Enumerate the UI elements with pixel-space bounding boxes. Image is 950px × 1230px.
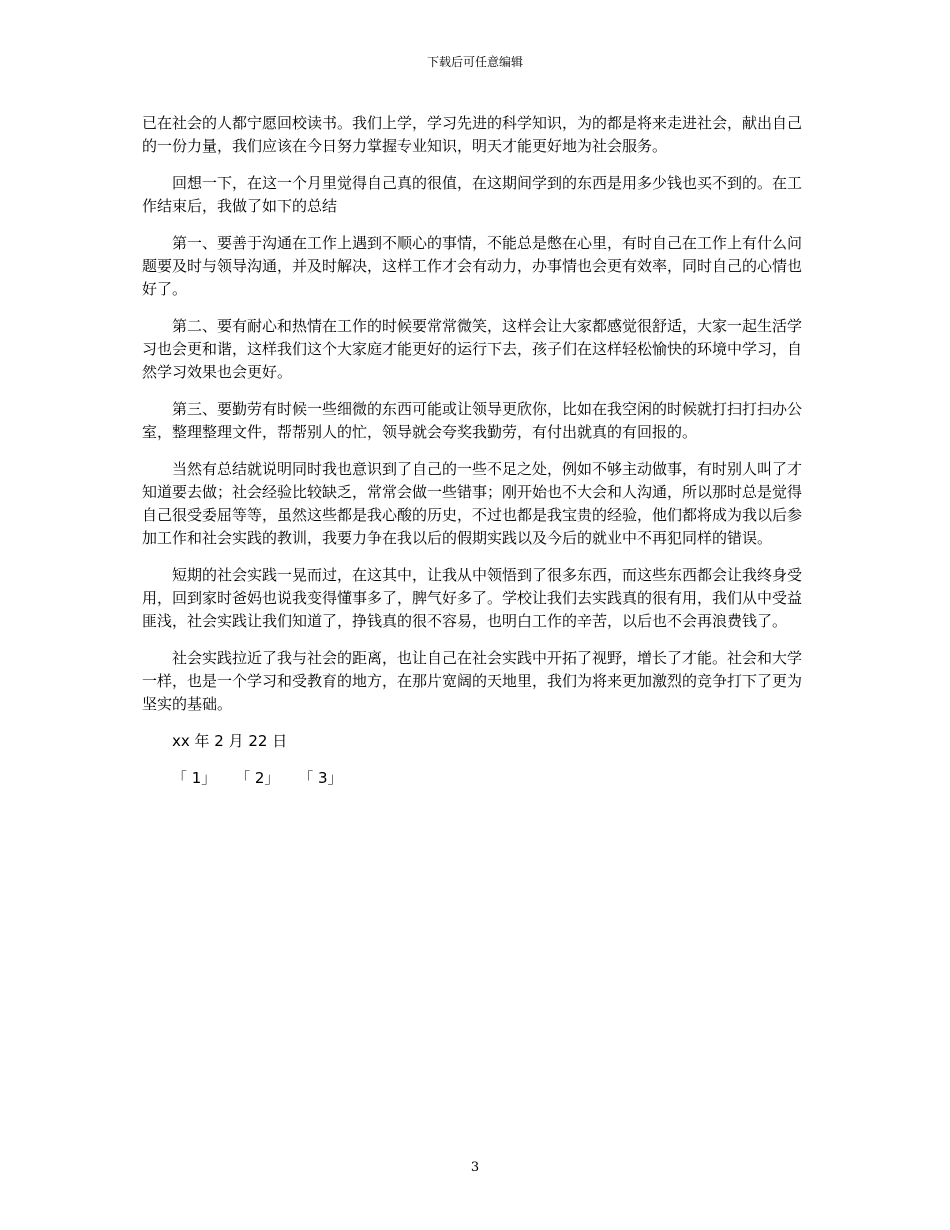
paragraph-reflection: 回想一下，在这一个月里觉得自己真的很值，在这期间学到的东西是用多少钱也买不到的。在工作结束后，我做了如下的总结: [142, 174, 803, 215]
page-link-2[interactable]: 「 2」: [235, 769, 280, 787]
page-header: 下载后可任意编辑: [426, 55, 523, 69]
pagination: [142, 767, 810, 790]
paragraph-conclusion: 社会实践拉近了我与社会的距离，也让自己在社会实践中开拓了视野，增长了才能。社会和大学一样，也是一个学习和受教育的地方，在那片宽阔的天地里，我们为将来更加激烈的竞争打下了更为坚实的基础。: [142, 649, 803, 713]
paragraph-continuation: 已在社会的人都宁愿回校读书。我们上学，学习先进的科学知识，为的都是将来走进社会，献出自己的一份力量，我们应该在今日努力掌握专业知识，明天才能更好地为社会服务。: [142, 114, 803, 155]
paragraph-point-three: 第三、要勤劳有时候一些细微的东西可能或让领导更欣你，比如在我空闲的时候就打扫打扫办公室，整理整理文件，帮帮别人的忙，领导就会夸奖我勤劳，有付出就真的有回报的。: [142, 400, 803, 441]
document-date: xx 年 2 月 22 日: [172, 732, 288, 750]
document-body: [142, 112, 810, 790]
page-link-1[interactable]: 「 1」: [172, 769, 217, 787]
paragraph-shortcomings: 当然有总结就说明同时我也意识到了自己的一些不足之处，例如不够主动做事，有时别人叫了才知道要去做；社会经验比较缺乏，常常会做一些错事；刚开始也不大会和人沟通，所以那时总是觉得自己很受委屈等等，虽然这些都是我心酸的历史，不过也都是我宝贵的经验，他们都将成为我以后参加工作和社会实践的教训，我要力争在我以后的假期实践以及今后的就业中不再犯同样的错误。: [142, 460, 803, 547]
paragraph-gains: 短期的社会实践一晃而过，在这其中，让我从中领悟到了很多东西，而这些东西都会让我终身受用，回到家时爸妈也说我变得懂事多了，脾气好多了。学校让我们去实践真的很有用，我们从中受益匪浅，社会实践让我们知道了，挣钱真的很不容易，也明白工作的辛苦，以后也不会再浪费钱了。: [142, 566, 803, 630]
page-link-3[interactable]: 「 3」: [298, 769, 343, 787]
paragraph-point-two: 第二、要有耐心和热情在工作的时候要常常微笑，这样会让大家都感觉很舒适，大家一起生活学习也会更和谐，这样我们这个大家庭才能更好的运行下去，孩子们在这样轻松愉快的环境中学习，自然学习效果也会更好。: [142, 317, 803, 381]
page-number: 3: [470, 1160, 480, 1175]
paragraph-point-one: 第一、要善于沟通在工作上遇到不顺心的事情，不能总是憋在心里，有时自己在工作上有什么问题要及时与领导沟通，并及时解决，这样工作才会有动力，办事情也会更有效率，同时自己的心情也好了。: [142, 234, 803, 298]
